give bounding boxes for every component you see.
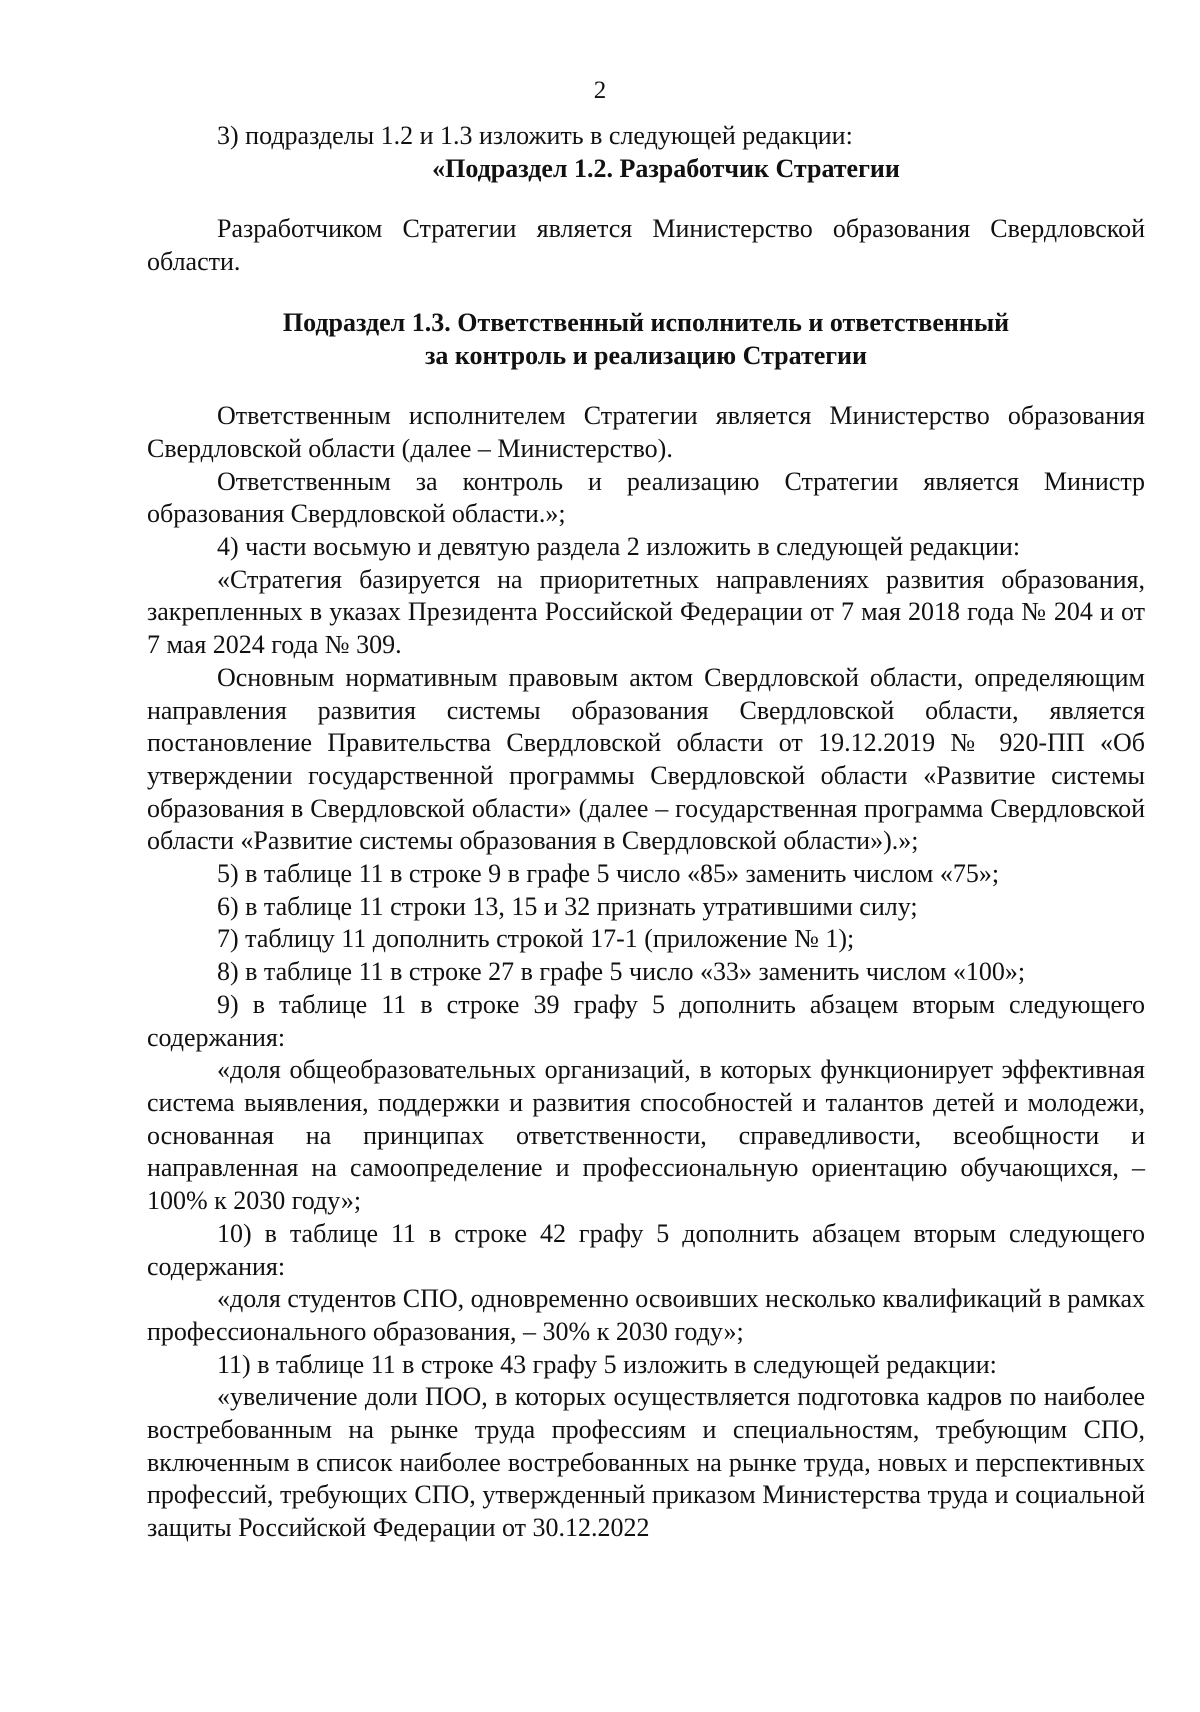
item-9-quote-paragraph: «доля общеобразовательных организаций, в которых функционирует эффективная система выявления, поддержки и развития способностей и талантов детей и молодежи, основанная на принципах ответственности, справедливости, всеобщности и направленная на самоопределение и профессиональную ориентацию обучающихся, – 100% к 2030 году»; <box>147 1055 1145 1216</box>
item-4-paragraph: 4) части восьмую и девятую раздела 2 изложить в следующей редакции: <box>217 532 1021 562</box>
item-11-quote-paragraph: «увеличение доли ПОО, в которых осуществляется подготовка кадров по наиболее востребованным на рынке труда профессиям и специальностям, требующим СПО, включенным в список наиболее востребованных на рынке труда, новых и перспективных профессий, требующих СПО, утвержденный приказом Министерства труда и социальной защиты Российской Федерации от 30.12.2022 <box>147 1382 1145 1543</box>
item-11-paragraph: 11) в таблице 11 в строке 43 графу 5 изложить в следующей редакции: <box>217 1349 997 1379</box>
item-7-paragraph: 7) таблицу 11 дополнить строкой 17-1 (приложение № 1); <box>217 924 855 954</box>
subsection-1-2-heading: «Подраздел 1.2. Разработчик Стратегии <box>432 153 900 183</box>
item-5-paragraph: 5) в таблице 11 в строке 9 в графе 5 число «85» заменить числом «75»; <box>217 859 1000 889</box>
page-number: 2 <box>593 77 607 104</box>
item-8-paragraph: 8) в таблице 11 в строке 27 в графе 5 число «33» заменить числом «100»; <box>217 957 1026 987</box>
item-3-paragraph: 3) подразделы 1.2 и 1.3 изложить в следующей редакции: <box>217 121 853 150</box>
developer-paragraph: Разработчиком Стратегии является Министерство образования Свердловской области. <box>147 214 1145 277</box>
strategy-basis-paragraph: «Стратегия базируется на приоритетных направлениях развития образования, закрепленных в указах Президента Российской Федерации от 7 мая 2018 года № 204 и от 7 мая 2024 года № 309. <box>147 564 1145 660</box>
subsection-1-3-heading-line1: Подраздел 1.3. Ответственный исполнитель и ответственный <box>282 307 1010 337</box>
item-6-paragraph: 6) в таблице 11 строки 13, 15 и 32 признать утратившими силу; <box>217 891 918 921</box>
control-paragraph: Ответственным за контроль и реализацию Стратегии является Министр образования Свердловской области.»; <box>147 466 1145 529</box>
item-10-paragraph: 10) в таблице 11 в строке 42 графу 5 дополнить абзацем вторым следующего содержания: <box>147 1218 1145 1281</box>
subsection-1-3-heading-line2: за контроль и реализацию Стратегии <box>424 340 868 370</box>
item-9-paragraph: 9) в таблице 11 в строке 39 графу 5 дополнить абзацем вторым следующего содержания: <box>147 989 1145 1052</box>
executor-paragraph: Ответственным исполнителем Стратегии является Министерство образования Свердловской области (далее – Министерство). <box>147 401 1145 463</box>
item-10-quote-paragraph: «доля студентов СПО, одновременно освоивших несколько квалификаций в рамках профессионального образования, – 30% к 2030 году»; <box>147 1284 1145 1346</box>
document-body <box>147 120 1145 1545</box>
normative-act-paragraph: Основным нормативным правовым актом Свердловской области, определяющим направления развития системы образования Свердловской области, является постановление Правительства Свердловской области от 19.12.2019 № 920-ПП «Об утверждении государственной программы Свердловской области «Развитие системы образования в Свердловской области» (далее – государственная программа Свердловской области «Развитие системы образования в Свердловской области»).»; <box>147 662 1145 856</box>
